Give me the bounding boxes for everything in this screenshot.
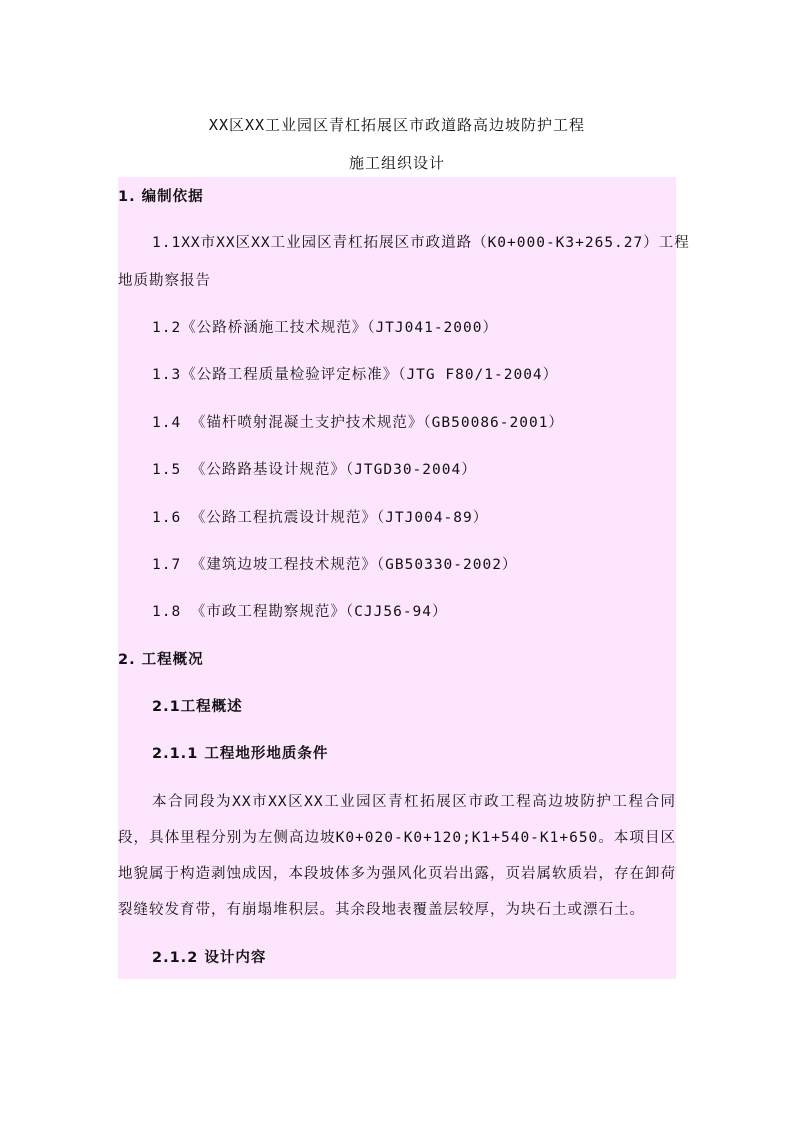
- document-subtitle: 施工组织设计: [348, 154, 445, 172]
- reference-1-6: 1.6 《公路工程抗震设计规范》（JTJ004-89）: [152, 510, 489, 526]
- section-2-1-heading: 2.1工程概述: [152, 699, 243, 715]
- document-title: XX区XX工业园区青杠拓展区市政道路高边坡防护工程: [208, 116, 586, 134]
- section-1-heading: 1. 编制依据: [118, 189, 204, 205]
- reference-1-8: 1.8 《市政工程勘察规范》（CJJ56-94）: [152, 604, 448, 620]
- section-2-1-1-heading: 2.1.1 工程地形地质条件: [152, 746, 329, 762]
- section-2-heading: 2. 工程概况: [118, 652, 204, 668]
- reference-1-7: 1.7 《建筑边坡工程技术规范》（GB50330-2002）: [152, 557, 518, 573]
- reference-1-4: 1.4 《锚杆喷射混凝土支护技术规范》（GB50086-2001）: [152, 415, 564, 431]
- reference-1-1-continued: 地质勘察报告: [118, 273, 211, 289]
- highlighted-content-panel: [118, 177, 690, 979]
- reference-1-3: 1.3《公路工程质量检验评定标准》（JTG F80/1-2004）: [152, 367, 559, 383]
- terrain-geology-paragraph: 本合同段为XX市XX区XX工业园区青杠拓展区市政工程高边坡防护工程合同段，具体里程分别为左侧高边坡K0+020-K0+120;K1+540-K1+650。本项目区地貌属于构造剥蚀成因，本段坡体多为强风化页岩出露，页岩属软质岩，存在卸荷裂缝较发育带，有崩塌堆积层。其余段地表覆盖层较厚，为块石土或漂石土。: [118, 794, 676, 918]
- reference-1-1: 1.1XX市XX区XX工业园区青杠拓展区市政道路（K0+000-K3+265.27）工程: [152, 235, 690, 251]
- section-2-1-2-heading: 2.1.2 设计内容: [152, 950, 267, 966]
- reference-1-2: 1.2《公路桥涵施工技术规范》（JTJ041-2000）: [152, 320, 498, 336]
- reference-1-5: 1.5 《公路路基设计规范》（JTGD30-2004）: [152, 462, 477, 478]
